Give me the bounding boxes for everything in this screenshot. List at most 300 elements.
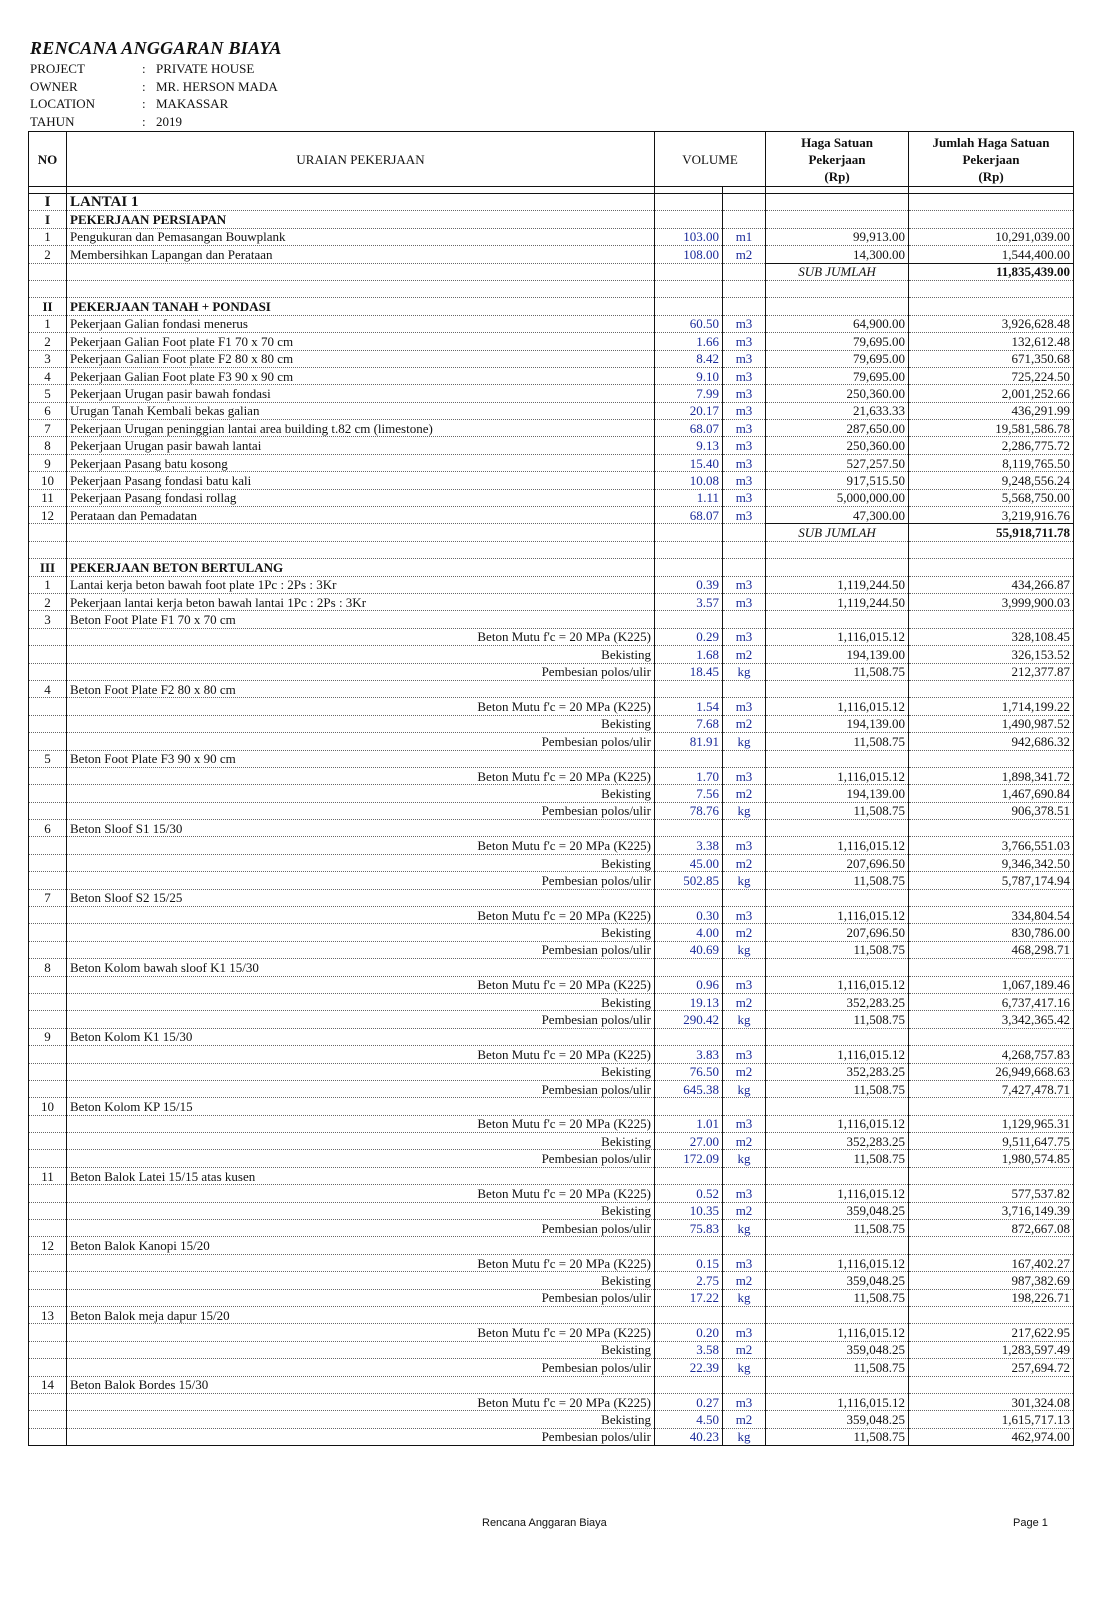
empty-cell: [655, 524, 723, 541]
item-description: Beton Foot Plate F2 80 x 80 cm: [67, 680, 655, 697]
total-price: 1,067,189.46: [909, 976, 1074, 993]
item-number: 7: [29, 420, 67, 437]
empty-cell: [655, 541, 723, 558]
item-description: Beton Foot Plate F3 90 x 90 cm: [67, 750, 655, 767]
volume-unit: m3: [723, 767, 766, 784]
header-jumlah-line3: (Rp): [978, 168, 1004, 184]
volume-value: 1.66: [655, 333, 723, 350]
unit-price: 359,048.25: [766, 1411, 909, 1428]
sub-item-row: [29, 733, 1074, 750]
volume-unit: [723, 611, 766, 628]
table-row: [29, 1307, 1074, 1324]
meta-key: OWNER: [30, 78, 78, 94]
sub-item-row: [29, 872, 1074, 889]
volume-unit: [723, 1376, 766, 1393]
blank-row: [29, 280, 1074, 297]
empty-cell: [766, 194, 909, 211]
total-price: 3,342,365.42: [909, 1011, 1074, 1028]
total-price: 328,108.45: [909, 628, 1074, 645]
empty-cell: [909, 194, 1074, 211]
volume-unit: kg: [723, 1011, 766, 1028]
total-price: 1,898,341.72: [909, 767, 1074, 784]
volume-value: 9.10: [655, 367, 723, 384]
sub-item-row: [29, 1011, 1074, 1028]
unit-price: 194,139.00: [766, 715, 909, 732]
table-row: [29, 489, 1074, 506]
unit-price: 11,508.75: [766, 1011, 909, 1028]
unit-price: 79,695.00: [766, 367, 909, 384]
empty-cell: [29, 1324, 67, 1341]
sub-item-description: Bekisting: [67, 646, 655, 663]
empty-cell: [29, 767, 67, 784]
empty-cell: [723, 194, 766, 211]
sub-item-row: [29, 663, 1074, 680]
document-title: RENCANA ANGGARAN BIAYA: [30, 38, 282, 58]
unit-price: 917,515.50: [766, 472, 909, 489]
table-row: [29, 1028, 1074, 1045]
footer-page-number: Page 1: [1013, 1517, 1048, 1529]
volume-unit: m3: [723, 1393, 766, 1410]
volume-unit: m2: [723, 1063, 766, 1080]
sub-item-description: Bekisting: [67, 1133, 655, 1150]
sub-item-row: [29, 785, 1074, 802]
sub-item-row: [29, 941, 1074, 958]
unit-price: 359,048.25: [766, 1341, 909, 1358]
item-number: 9: [29, 454, 67, 471]
item-description: Beton Sloof S2 15/25: [67, 889, 655, 906]
total-price: 326,153.52: [909, 646, 1074, 663]
empty-cell: [723, 263, 766, 280]
volume-unit: m2: [723, 1272, 766, 1289]
volume-unit: m2: [723, 1411, 766, 1428]
item-number: 12: [29, 507, 67, 524]
sub-item-description: Beton Mutu f'c = 20 MPa (K225): [67, 698, 655, 715]
volume-unit: m2: [723, 646, 766, 663]
volume-unit: m3: [723, 1185, 766, 1202]
sub-item-description: Bekisting: [67, 1202, 655, 1219]
volume-value: [655, 1098, 723, 1115]
sub-item-description: Pembesian polos/ulir: [67, 733, 655, 750]
empty-cell: [29, 872, 67, 889]
empty-cell: [29, 698, 67, 715]
item-number: 1: [29, 315, 67, 332]
volume-unit: kg: [723, 802, 766, 819]
sub-item-description: Bekisting: [67, 1411, 655, 1428]
sub-item-description: Pembesian polos/ulir: [67, 1011, 655, 1028]
empty-cell: [29, 1150, 67, 1167]
total-price: 257,694.72: [909, 1359, 1074, 1376]
total-price: 434,266.87: [909, 576, 1074, 593]
unit-price: 1,116,015.12: [766, 767, 909, 784]
empty-cell: [67, 263, 655, 280]
empty-cell: [655, 187, 723, 194]
meta-key: LOCATION: [30, 96, 95, 111]
header-volume: VOLUME: [655, 132, 766, 187]
unit-price: 11,508.75: [766, 1359, 909, 1376]
item-number: 4: [29, 680, 67, 697]
volume-unit: m3: [723, 489, 766, 506]
total-price: 334,804.54: [909, 907, 1074, 924]
total-price: 468,298.71: [909, 941, 1074, 958]
header-uraian: URAIAN PEKERJAAN: [67, 132, 655, 187]
total-price: [909, 1307, 1074, 1324]
volume-unit: kg: [723, 733, 766, 750]
empty-cell: [29, 628, 67, 645]
unit-price: 352,283.25: [766, 1063, 909, 1080]
total-price: 26,949,668.63: [909, 1063, 1074, 1080]
sub-item-description: Pembesian polos/ulir: [67, 1150, 655, 1167]
sub-item-row: [29, 1359, 1074, 1376]
volume-unit: m3: [723, 576, 766, 593]
volume-unit: m3: [723, 420, 766, 437]
item-number: 7: [29, 889, 67, 906]
volume-value: 4.00: [655, 924, 723, 941]
meta-colon: :: [142, 113, 146, 129]
item-number: 13: [29, 1307, 67, 1324]
table-row: [29, 367, 1074, 384]
sub-item-row: [29, 854, 1074, 871]
total-price: [909, 1376, 1074, 1393]
volume-unit: m3: [723, 1324, 766, 1341]
unit-price: [766, 1028, 909, 1045]
volume-value: 76.50: [655, 1063, 723, 1080]
sub-item-description: Pembesian polos/ulir: [67, 941, 655, 958]
unit-price: 11,508.75: [766, 1220, 909, 1237]
unit-price: [766, 959, 909, 976]
volume-unit: m3: [723, 437, 766, 454]
volume-value: 0.39: [655, 576, 723, 593]
volume-value: [655, 1028, 723, 1045]
item-description: Beton Foot Plate F1 70 x 70 cm: [67, 611, 655, 628]
volume-value: 15.40: [655, 454, 723, 471]
volume-unit: kg: [723, 663, 766, 680]
table-row: [29, 437, 1074, 454]
empty-cell: [29, 187, 67, 194]
item-description: Beton Balok Kanopi 15/20: [67, 1237, 655, 1254]
unit-price: 14,300.00: [766, 246, 909, 263]
volume-unit: m2: [723, 1341, 766, 1358]
total-price: 1,490,987.52: [909, 715, 1074, 732]
item-number: 3: [29, 350, 67, 367]
empty-cell: [67, 524, 655, 541]
sub-item-description: Pembesian polos/ulir: [67, 1428, 655, 1445]
total-price: 942,686.32: [909, 733, 1074, 750]
table-row: [29, 507, 1074, 524]
table-row: [29, 420, 1074, 437]
sub-item-row: [29, 1272, 1074, 1289]
unit-price: 64,900.00: [766, 315, 909, 332]
volume-value: 103.00: [655, 228, 723, 245]
volume-unit: kg: [723, 1359, 766, 1376]
empty-cell: [723, 559, 766, 576]
header-jumlah-line2: Pekerjaan: [962, 151, 1020, 167]
item-description: Pekerjaan lantai kerja beton bawah lantai 1Pc : 2Ps : 3Kr: [67, 593, 655, 610]
table-row: [29, 889, 1074, 906]
volume-unit: m3: [723, 593, 766, 610]
section-number: I: [29, 194, 67, 211]
empty-cell: [909, 541, 1074, 558]
unit-price: 287,650.00: [766, 420, 909, 437]
header-harga-satuan: [766, 132, 909, 187]
volume-value: 1.70: [655, 767, 723, 784]
volume-unit: [723, 1237, 766, 1254]
empty-cell: [29, 837, 67, 854]
table-row: [29, 472, 1074, 489]
volume-unit: m3: [723, 1115, 766, 1132]
unit-price: 194,139.00: [766, 785, 909, 802]
volume-unit: m3: [723, 698, 766, 715]
total-price: 725,224.50: [909, 367, 1074, 384]
volume-value: [655, 611, 723, 628]
volume-value: 0.29: [655, 628, 723, 645]
unit-price: 352,283.25: [766, 993, 909, 1010]
item-number: 5: [29, 385, 67, 402]
total-price: 1,129,965.31: [909, 1115, 1074, 1132]
sub-item-description: Beton Mutu f'c = 20 MPa (K225): [67, 976, 655, 993]
item-number: 8: [29, 437, 67, 454]
sub-item-description: Bekisting: [67, 1063, 655, 1080]
sub-item-row: [29, 1150, 1074, 1167]
sub-item-row: [29, 1341, 1074, 1358]
volume-unit: m3: [723, 315, 766, 332]
budget-table: [28, 131, 1074, 1446]
volume-value: 27.00: [655, 1133, 723, 1150]
total-price: [909, 820, 1074, 837]
volume-unit: kg: [723, 941, 766, 958]
total-price: 301,324.08: [909, 1393, 1074, 1410]
total-price: 987,382.69: [909, 1272, 1074, 1289]
total-price: [909, 959, 1074, 976]
volume-value: [655, 820, 723, 837]
unit-price: 11,508.75: [766, 1080, 909, 1097]
empty-cell: [723, 211, 766, 228]
volume-unit: [723, 1098, 766, 1115]
empty-cell: [909, 211, 1074, 228]
empty-cell: [29, 802, 67, 819]
volume-value: 3.58: [655, 1341, 723, 1358]
subtotal-value: 55,918,711.78: [909, 524, 1074, 541]
sub-item-row: [29, 993, 1074, 1010]
empty-cell: [29, 993, 67, 1010]
section-title: PEKERJAAN PERSIAPAN: [67, 211, 655, 228]
total-price: 7,427,478.71: [909, 1080, 1074, 1097]
table-row: [29, 750, 1074, 767]
volume-unit: [723, 1307, 766, 1324]
volume-unit: [723, 889, 766, 906]
header-harga-line3: (Rp): [824, 168, 850, 184]
unit-price: 11,508.75: [766, 663, 909, 680]
sub-item-row: [29, 1063, 1074, 1080]
unit-price: 99,913.00: [766, 228, 909, 245]
volume-value: 75.83: [655, 1220, 723, 1237]
volume-value: 3.83: [655, 1046, 723, 1063]
volume-unit: m3: [723, 837, 766, 854]
empty-cell: [29, 280, 67, 297]
empty-cell: [29, 1080, 67, 1097]
total-price: 5,787,174.94: [909, 872, 1074, 889]
sub-item-description: Beton Mutu f'c = 20 MPa (K225): [67, 907, 655, 924]
item-description: Beton Sloof S1 15/30: [67, 820, 655, 837]
empty-cell: [723, 541, 766, 558]
table-row: [29, 454, 1074, 471]
empty-cell: [29, 1220, 67, 1237]
spacer-row: [29, 187, 1074, 194]
table-header-row: [29, 132, 1074, 187]
volume-unit: [723, 1167, 766, 1184]
item-number: 2: [29, 333, 67, 350]
meta-colon: :: [142, 78, 146, 94]
item-number: 1: [29, 576, 67, 593]
meta-value: MR. HERSON MADA: [156, 78, 278, 94]
sub-item-description: Beton Mutu f'c = 20 MPa (K225): [67, 1046, 655, 1063]
volume-value: [655, 1376, 723, 1393]
volume-value: 645.38: [655, 1080, 723, 1097]
unit-price: 79,695.00: [766, 333, 909, 350]
empty-cell: [29, 924, 67, 941]
item-description: Beton Balok Latei 15/15 atas kusen: [67, 1167, 655, 1184]
volume-unit: m3: [723, 472, 766, 489]
item-number: 11: [29, 489, 67, 506]
empty-cell: [723, 280, 766, 297]
sub-item-description: Beton Mutu f'c = 20 MPa (K225): [67, 1324, 655, 1341]
unit-price: [766, 1237, 909, 1254]
total-price: [909, 1237, 1074, 1254]
volume-value: [655, 750, 723, 767]
empty-cell: [29, 524, 67, 541]
volume-value: [655, 680, 723, 697]
volume-unit: m3: [723, 976, 766, 993]
sub-item-description: Pembesian polos/ulir: [67, 1359, 655, 1376]
total-price: [909, 611, 1074, 628]
table-row: [29, 959, 1074, 976]
header-jumlah-line1: Jumlah Haga Satuan: [932, 134, 1050, 150]
volume-value: 22.39: [655, 1359, 723, 1376]
empty-cell: [655, 298, 723, 315]
sub-item-row: [29, 1428, 1074, 1445]
meta-value: 2019: [156, 113, 182, 129]
table-row: [29, 1237, 1074, 1254]
total-price: 436,291.99: [909, 402, 1074, 419]
volume-value: 172.09: [655, 1150, 723, 1167]
item-description: Pekerjaan Urugan peninggian lantai area building t.82 cm (limestone): [67, 420, 655, 437]
item-number: 5: [29, 750, 67, 767]
total-price: 167,402.27: [909, 1254, 1074, 1271]
sub-item-description: Bekisting: [67, 785, 655, 802]
volume-value: 1.11: [655, 489, 723, 506]
sub-item-row: [29, 1289, 1074, 1306]
volume-unit: m2: [723, 1133, 766, 1150]
table-row: [29, 246, 1074, 263]
sub-item-row: [29, 698, 1074, 715]
volume-unit: m2: [723, 715, 766, 732]
sub-item-description: Beton Mutu f'c = 20 MPa (K225): [67, 767, 655, 784]
volume-unit: m3: [723, 507, 766, 524]
meta-value: MAKASSAR: [156, 96, 229, 111]
item-number: 10: [29, 472, 67, 489]
meta-row-project: [30, 60, 278, 78]
volume-value: 7.68: [655, 715, 723, 732]
subtotal-row: [29, 263, 1074, 280]
volume-value: 7.56: [655, 785, 723, 802]
empty-cell: [766, 298, 909, 315]
empty-cell: [29, 1185, 67, 1202]
volume-value: 290.42: [655, 1011, 723, 1028]
subtotal-label: SUB JUMLAH: [766, 524, 909, 541]
unit-price: [766, 889, 909, 906]
total-price: 4,268,757.83: [909, 1046, 1074, 1063]
item-number: 4: [29, 367, 67, 384]
empty-cell: [723, 524, 766, 541]
item-number: 1: [29, 228, 67, 245]
empty-cell: [29, 1428, 67, 1445]
sub-item-row: [29, 1115, 1074, 1132]
item-number: 10: [29, 1098, 67, 1115]
total-price: 217,622.95: [909, 1324, 1074, 1341]
total-price: 212,377.87: [909, 663, 1074, 680]
volume-value: 78.76: [655, 802, 723, 819]
volume-value: [655, 1167, 723, 1184]
sub-item-row: [29, 1393, 1074, 1410]
volume-unit: kg: [723, 1289, 766, 1306]
total-price: 132,612.48: [909, 333, 1074, 350]
sub-item-row: [29, 1324, 1074, 1341]
volume-value: 0.30: [655, 907, 723, 924]
item-description: Pekerjaan Galian Foot plate F1 70 x 70 cm: [67, 333, 655, 350]
item-description: Pekerjaan Pasang batu kosong: [67, 454, 655, 471]
volume-value: 0.52: [655, 1185, 723, 1202]
empty-cell: [29, 1254, 67, 1271]
meta-colon: :: [142, 61, 146, 76]
unit-price: [766, 1098, 909, 1115]
total-price: 1,615,717.13: [909, 1411, 1074, 1428]
empty-cell: [29, 541, 67, 558]
empty-cell: [29, 263, 67, 280]
total-price: 872,667.08: [909, 1220, 1074, 1237]
empty-cell: [766, 559, 909, 576]
sub-item-row: [29, 646, 1074, 663]
empty-cell: [29, 646, 67, 663]
empty-cell: [655, 211, 723, 228]
meta-row-owner: [30, 78, 278, 96]
header-jumlah: [909, 132, 1074, 187]
empty-cell: [29, 1115, 67, 1132]
footer-title: Rencana Anggaran Biaya: [482, 1517, 607, 1529]
unit-price: [766, 750, 909, 767]
unit-price: 1,116,015.12: [766, 976, 909, 993]
unit-price: 1,116,015.12: [766, 1254, 909, 1271]
volume-value: 108.00: [655, 246, 723, 263]
empty-cell: [29, 976, 67, 993]
total-price: [909, 750, 1074, 767]
sub-item-row: [29, 1046, 1074, 1063]
empty-cell: [655, 280, 723, 297]
table-row: [29, 820, 1074, 837]
volume-value: 7.99: [655, 385, 723, 402]
empty-cell: [655, 194, 723, 211]
total-price: [909, 680, 1074, 697]
sub-item-row: [29, 628, 1074, 645]
subtotal-row: [29, 524, 1074, 541]
unit-price: 1,119,244.50: [766, 576, 909, 593]
volume-unit: kg: [723, 1220, 766, 1237]
empty-cell: [766, 541, 909, 558]
unit-price: 359,048.25: [766, 1202, 909, 1219]
item-description: Beton Kolom K1 15/30: [67, 1028, 655, 1045]
sub-item-row: [29, 1185, 1074, 1202]
total-price: 2,286,775.72: [909, 437, 1074, 454]
unit-price: [766, 680, 909, 697]
unit-price: 79,695.00: [766, 350, 909, 367]
